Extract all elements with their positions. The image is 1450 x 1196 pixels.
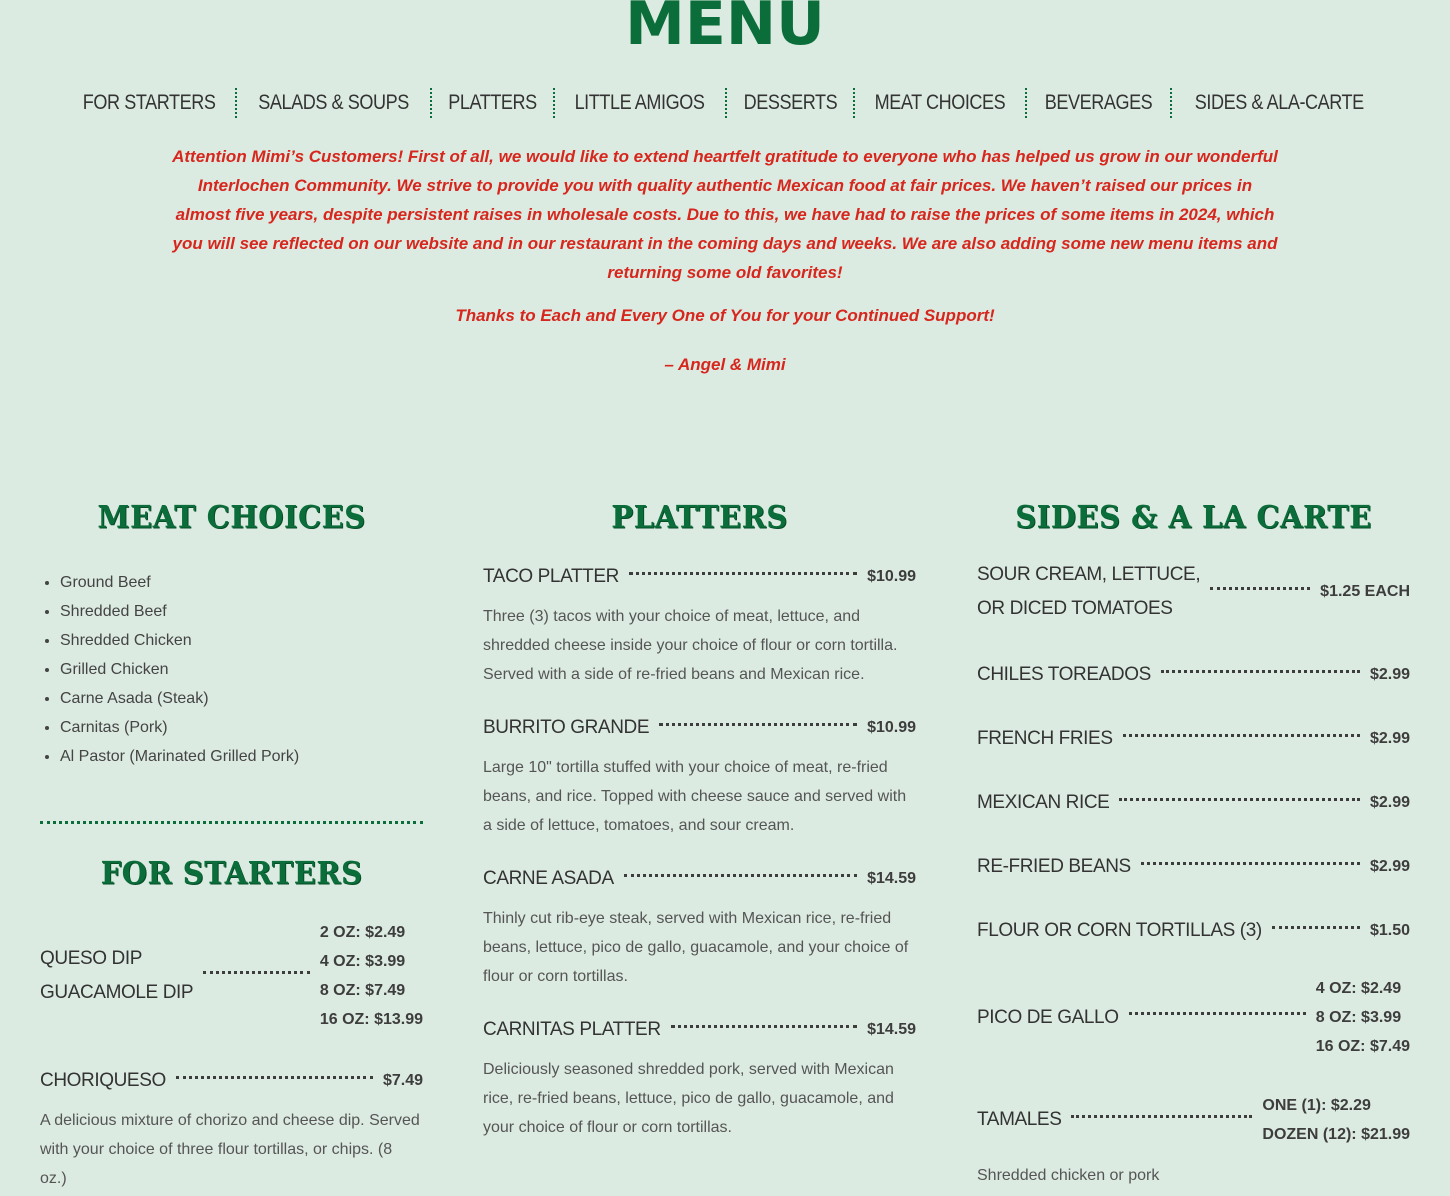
menu-item-price: $1.50 (1369, 922, 1410, 939)
dot-leader (176, 1076, 373, 1079)
menu-item-name: TACO PLATTER (483, 566, 619, 587)
thanks-message: Thanks to Each and Every One of You for your Continued Support! (455, 306, 995, 325)
platter-item (483, 1019, 916, 1041)
menu-item-name: PICO DE GALLO (977, 1006, 1119, 1028)
side-item (977, 664, 1410, 686)
side-item (977, 974, 1410, 1061)
menu-item-name: GUACAMOLE DIP (40, 982, 194, 1003)
nav-item-desserts[interactable]: DESSERTS (743, 91, 837, 114)
menu-item-price: $14.59 (867, 870, 916, 887)
dips-item (40, 918, 423, 1034)
dot-leader (203, 971, 310, 974)
nav-item-for-starters[interactable]: FOR STARTERS (82, 91, 216, 114)
menu-item-description: A delicious mixture of chorizo and cheese dip. Served with your choice of three flour tortillas, or chips. (8 oz.) (40, 1112, 420, 1187)
menu-item-price: 2 OZ: $2.49 (319, 924, 406, 941)
menu-item-description: Large 10" tortilla stuffed with your choice of meat, re-fried beans, and rice. Topped with cheese sauce and served with a side of lettuce, tomatoes, and sour cream. (483, 759, 907, 834)
nav-item-platters[interactable]: PLATTERS (448, 91, 538, 114)
menu-item-description: Three (3) tacos with your choice of meat, lettuce, and shredded cheese inside your choice of flour or corn tortilla. Served with a side of re-fried beans and Mexican rice. (483, 608, 898, 683)
menu-item-price: $7.49 (382, 1072, 423, 1089)
menu-item-prices (1262, 1091, 1410, 1149)
menu-item-prices (1316, 974, 1410, 1061)
nav-item-sides-ala-carte[interactable]: SIDES & ALA-CARTE (1195, 91, 1365, 114)
choriqueso-item (40, 1070, 423, 1092)
menu-item-price: ONE (1): $2.29 (1262, 1097, 1371, 1114)
menu-item-name: CARNITAS PLATTER (483, 1019, 661, 1040)
menu-item-name: CARNE ASADA (483, 868, 614, 889)
menu-item-price: $2.99 (1369, 794, 1410, 811)
list-item: • Grilled Chicken (60, 655, 423, 684)
nav-item-little-amigos[interactable]: LITTLE AMIGOS (575, 91, 705, 114)
list-item: • Al Pastor (Marinated Grilled Pork) (60, 742, 423, 771)
menu-item-name: QUESO DIP (40, 948, 142, 969)
menu-item-name (977, 558, 1200, 626)
menu-item-price: 8 OZ: $7.49 (319, 982, 406, 999)
nav-item-meat-choices[interactable]: MEAT CHOICES (874, 91, 1006, 114)
menu-item-name: MEXICAN RICE (977, 792, 1110, 813)
platter-item (483, 717, 916, 739)
menu-item-name: RE-FRIED BEANS (977, 856, 1131, 877)
nav-separator (853, 88, 855, 118)
list-item: • Shredded Chicken (60, 626, 423, 655)
dot-leader (1123, 734, 1360, 737)
meat-choices-list (40, 568, 423, 771)
nav-item-beverages[interactable]: BEVERAGES (1045, 91, 1153, 114)
menu-item-price: 8 OZ: $3.99 (1315, 1009, 1402, 1026)
menu-item-price: $2.99 (1369, 666, 1410, 683)
nav-item-salads-soups[interactable]: SALADS & SOUPS (258, 91, 410, 114)
dot-leader (1071, 1115, 1252, 1118)
menu-item-description: Thinly cut rib-eye steak, served with Mexican rice, re-fried beans, lettuce, pico de gallo, guacamole, and your choice of flour or corn tortillas. (483, 910, 909, 985)
menu-item-name: FLOUR OR CORN TORTILLAS (3) (977, 920, 1262, 941)
dot-leader (629, 572, 857, 575)
nav-separator (430, 88, 432, 118)
menu-item-name-line: SOUR CREAM, LETTUCE, (977, 564, 1201, 585)
for-starters-heading: FOR STARTERS (100, 855, 363, 891)
side-item (977, 728, 1410, 750)
dot-leader (624, 874, 857, 877)
menu-item-name: CHORIQUESO (40, 1070, 166, 1091)
notice-text: Attention Mimi’s Customers! First of all, we would like to extend heartfelt gratitude to everyone who has helped us grow in our wonderful Interlochen Community. We strive to provide you with quality authentic Mexican food at fair prices. We haven’t raised our prices in almost five years, despite persistent raises in wholesale costs. Due to this, we have had to raise the prices of some items in 2024, which you will see reflected on our website and in our restaurant in the coming days and weeks. We are also adding some new menu items and returning some old favorites! (172, 147, 1278, 282)
left-column (40, 496, 423, 1193)
dot-leader (1119, 798, 1360, 801)
side-item (977, 1091, 1410, 1149)
platter-item (483, 566, 916, 588)
nav-separator (1025, 88, 1027, 118)
side-item (977, 920, 1410, 942)
nav-separator (235, 88, 237, 118)
menu-item-price: $10.99 (867, 568, 916, 585)
menu-item-price: 16 OZ: $13.99 (319, 1011, 423, 1028)
menu-item-name: TAMALES (977, 1109, 1062, 1130)
menu-nav (0, 86, 1450, 120)
nav-separator (725, 88, 727, 118)
list-item: • Carne Asada (Steak) (60, 684, 423, 713)
menu-item-price: $2.99 (1369, 858, 1410, 875)
side-item (977, 558, 1410, 626)
list-item: • Shredded Beef (60, 597, 423, 626)
menu-item-price: $1.25 EACH (1320, 583, 1410, 600)
nav-separator (1170, 88, 1172, 118)
platter-item (483, 868, 916, 890)
meat-choices-heading: MEAT CHOICES (97, 499, 366, 535)
menu-item-price: DOZEN (12): $21.99 (1262, 1126, 1410, 1143)
menu-item-description: Deliciously seasoned shredded pork, served with Mexican rice, re-fried beans, lettuce, pico de gallo, guacamole, and your choice of flour or corn tortillas. (483, 1061, 894, 1136)
section-divider (40, 821, 423, 824)
menu-item-price: 4 OZ: $2.49 (1315, 980, 1402, 997)
menu-item-name-line: OR DICED TOMATOES (977, 598, 1173, 619)
list-item: • Ground Beef (60, 568, 423, 597)
dot-leader (1161, 670, 1360, 673)
menu-item-name: FRENCH FRIES (977, 728, 1113, 749)
right-column (977, 496, 1410, 1190)
menu-item-name: BURRITO GRANDE (483, 717, 650, 738)
side-item (977, 792, 1410, 814)
dips-prices (320, 918, 423, 1034)
list-item: • Carnitas (Pork) (60, 713, 423, 742)
menu-item-price: 16 OZ: $7.49 (1315, 1038, 1410, 1055)
dot-leader (671, 1025, 857, 1028)
menu-item-description: Shredded chicken or pork (977, 1167, 1160, 1184)
dot-leader (1129, 1012, 1306, 1015)
menu-item-price: $14.59 (867, 1021, 916, 1038)
menu-item-name: CHILES TOREADOS (977, 664, 1151, 685)
menu-item-price: 4 OZ: $3.99 (319, 953, 406, 970)
sides-heading: SIDES & A LA CARTE (1015, 499, 1372, 535)
customer-notice (170, 142, 1280, 287)
dot-leader (1210, 587, 1310, 590)
side-item (977, 856, 1410, 878)
nav-separator (553, 88, 555, 118)
dot-leader (1272, 926, 1360, 929)
menu-item-price: $2.99 (1369, 730, 1410, 747)
signature: – Angel & Mimi (664, 355, 786, 374)
menu-item-price: $10.99 (867, 719, 916, 736)
middle-column (483, 496, 916, 1142)
platters-heading: PLATTERS (611, 499, 788, 535)
dot-leader (1141, 862, 1360, 865)
dips-names (40, 942, 193, 1010)
page-title: MENU (625, 0, 825, 59)
dot-leader (659, 723, 857, 726)
